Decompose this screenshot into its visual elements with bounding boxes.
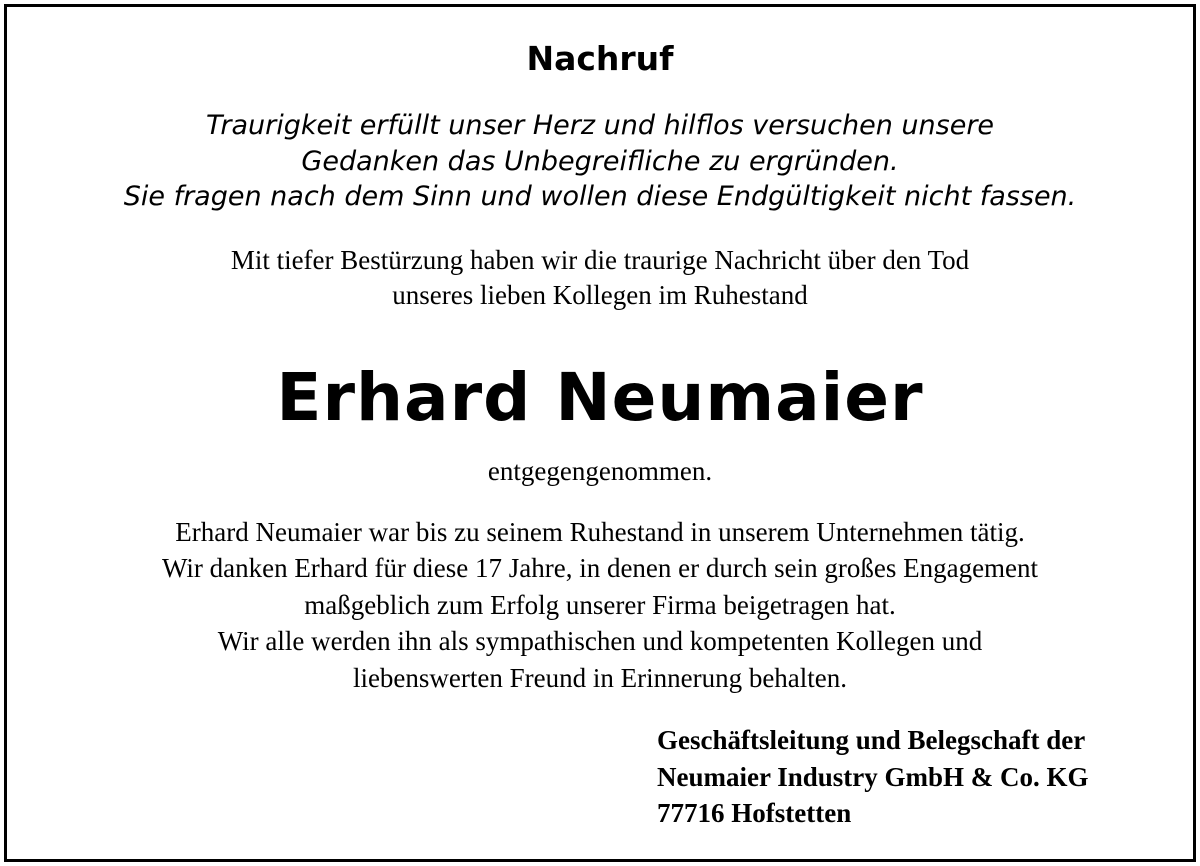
- signature-line-1: Geschäftsleitung und Belegschaft der: [657, 725, 1086, 755]
- verse-line-1: Traurigkeit erfüllt unser Herz und hilflos versuchen unsere: [205, 110, 995, 141]
- tribute-line-3: maßgeblich zum Erfolg unserer Firma beigetragen hat.: [304, 590, 896, 620]
- deceased-name: Erhard Neumaier: [276, 359, 924, 436]
- tribute-line-2: Wir danken Erhard für diese 17 Jahre, in denen er durch sein großes Engagement: [161, 553, 1039, 583]
- after-name-text: entgegengenommen.: [487, 456, 713, 486]
- signature-line-3: 77716 Hofstetten: [657, 798, 852, 828]
- tribute-line-4: Wir alle werden ihn als sympathischen und kompetenten Kollegen und: [217, 626, 983, 656]
- signature-line-2: Neumaier Industry GmbH & Co. KG: [657, 762, 1089, 792]
- intro-line-1: Mit tiefer Bestürzung haben wir die traurige Nachricht über den Tod: [230, 245, 970, 275]
- verse-line-2: Gedanken das Unbegreifliche zu ergründen.: [301, 146, 899, 177]
- verse-line-3: Sie fragen nach dem Sinn und wollen diese Endgültigkeit nicht fassen.: [123, 181, 1077, 212]
- notice-heading: Nachruf: [526, 39, 674, 78]
- tribute-line-5: liebenswerten Freund in Erinnerung behalten.: [352, 663, 848, 693]
- intro-line-2: unseres lieben Kollegen im Ruhestand: [392, 280, 808, 310]
- tribute-line-1: Erhard Neumaier war bis zu seinem Ruhestand in unserem Unternehmen tätig.: [175, 517, 1025, 547]
